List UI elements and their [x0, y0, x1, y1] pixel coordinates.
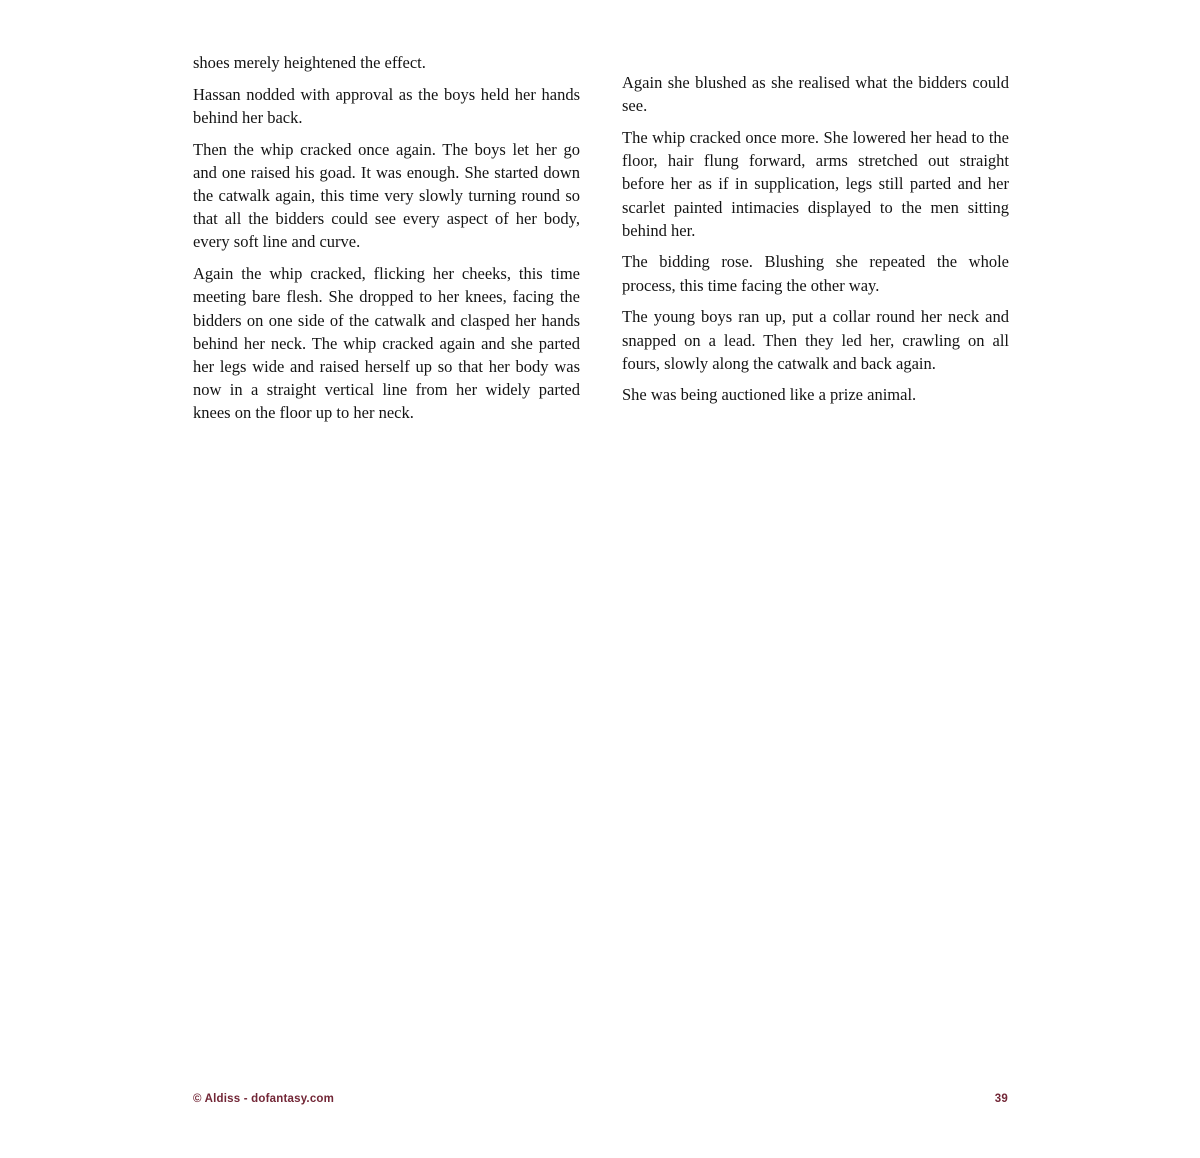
- paragraph: Again she blushed as she realised what the bidders could see.: [622, 73, 1009, 116]
- footer-copyright: © Aldiss - dofantasy.com: [193, 1093, 335, 1105]
- page-footer: [193, 1093, 1008, 1105]
- text-column-right: [622, 71, 1009, 433]
- paragraph: The young boys ran up, put a collar round her neck and snapped on a lead. Then they led her, crawling on all fours, slowly along the catwalk and back again.: [622, 307, 1009, 373]
- paragraph: Again the whip cracked, flicking her cheeks, this time meeting bare flesh. She dropped to her knees, facing the bidders on one side of the catwalk and clasped her hands behind her neck. The whip cracked again and she parted her legs wide and raised herself up so that her body was now in a straight vertical line from her widely parted knees on the floor up to her neck.: [193, 264, 580, 423]
- paragraph: The bidding rose. Blushing she repeated the whole process, this time facing the other way.: [622, 252, 1009, 295]
- text-column-left: [193, 51, 580, 433]
- paragraph: She was being auctioned like a prize animal.: [622, 385, 917, 405]
- paragraph: The whip cracked once more. She lowered her head to the floor, hair flung forward, arms stretched out straight before her as if in supplication, legs still parted and her scarlet painted intimacies displayed to the men sitting behind her.: [622, 127, 1009, 240]
- paragraph: Hassan nodded with approval as the boys held her hands behind her back.: [193, 84, 580, 127]
- paragraph: Then the whip cracked once again. The boys let her go and one raised his goad. It was enough. She started down the catwalk again, this time very slowly turning round so that all the bidders could see every aspect of her body, every soft line and curve.: [193, 139, 580, 252]
- page-number: 39: [994, 1093, 1008, 1105]
- page-content: [193, 51, 1009, 433]
- paragraph: shoes merely heightened the effect.: [193, 53, 426, 72]
